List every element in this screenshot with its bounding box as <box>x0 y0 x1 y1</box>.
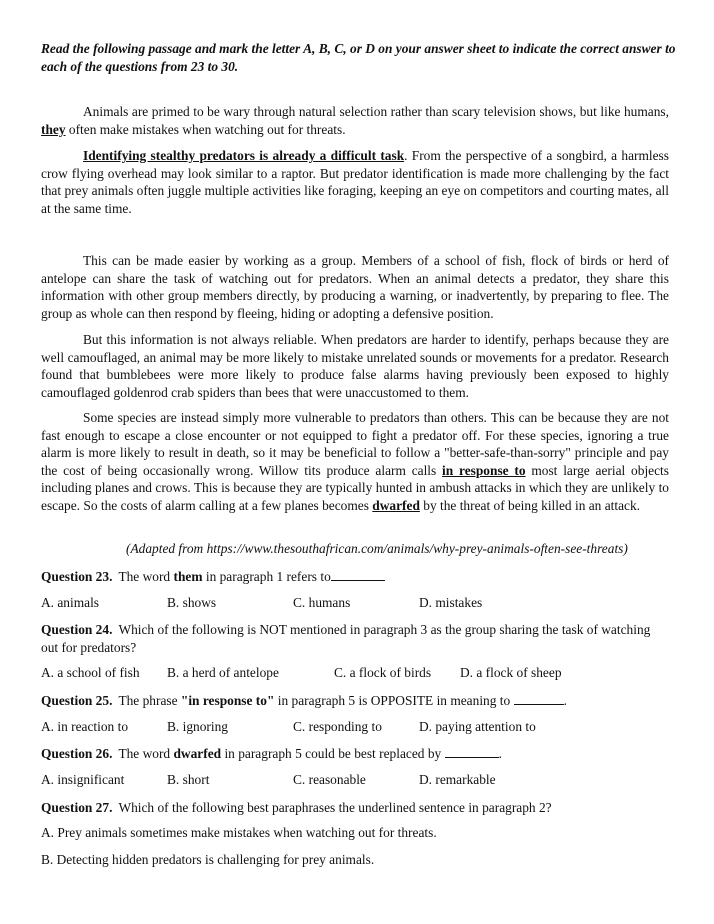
option-b[interactable]: B. shows <box>167 595 217 610</box>
option-c[interactable]: C. a flock of birds <box>334 665 432 680</box>
question-25 <box>41 692 669 710</box>
question-23-options <box>41 595 681 613</box>
p5-text-c: by the threat of being killed in an attack. <box>419 497 641 513</box>
question-text: The word <box>118 746 174 761</box>
paragraph-3: This can be made easier by working as a group. Members of a school of fish, flock of birds or herd of antelope can share the task of watching out for predators. When an animal detects a predator, they share this information with other group members directly, by producing a warning, or inadvertently, by preparing to flee. The group as whole can then respond by fleeing, hiding or adopting a defensive position. <box>41 253 669 321</box>
p2-text: . From the perspective of a songbird, a harmless crow flying overhead may look similar to a raptor. But predator identification is made more challenging by the fact that prey animals often juggle multiple activities like foraging, keeping an eye on competitors and courting mates, all at the same time. <box>41 148 669 216</box>
question-text: Which of the following is NOT mentioned in paragraph 3 as the group sharing the task of watching out for predators? <box>41 622 651 655</box>
option-d[interactable]: D. a flock of sheep <box>460 665 562 680</box>
p1-text-b: often make mistakes when watching out for threats. <box>65 121 346 137</box>
p5-text-a: Some species are instead simply more vulnerable to predators than others. This can be because they are not fast enough to escape a close encounter or not equipped to fight a predator off. For these species, ignoring a true alarm is more likely to result in death, so it may be beneficial to follow a "better-safe-than-sorry" principle and pay the cost of being occasionally wrong. Willow tits produce alarm calls <box>41 410 669 478</box>
question-number: Question 23. <box>41 569 113 584</box>
question-25-options <box>41 719 681 737</box>
question-text: in paragraph 1 refers to <box>202 569 331 584</box>
option-a[interactable]: A. in reaction to <box>41 719 129 734</box>
question-27-option-b-row <box>41 852 681 870</box>
p5-underlined-dwarfed: dwarfed <box>372 497 420 513</box>
question-keyword: dwarfed <box>173 746 222 761</box>
question-text: in paragraph 5 could be best replaced by <box>221 746 445 761</box>
instructions: Read the following passage and mark the letter A, B, C, or D on your answer sheet to indicate the correct answer to each of the questions from 23 to 30. <box>41 41 676 74</box>
source-citation: (Adapted from https://www.thesouthafrican.com/animals/why-prey-animals-often-see-threats) <box>126 541 628 556</box>
question-23 <box>41 568 669 586</box>
option-d[interactable]: D. mistakes <box>419 595 483 610</box>
option-a[interactable]: A. insignificant <box>41 772 125 787</box>
question-text: The word <box>118 569 174 584</box>
option-a[interactable]: A. Prey animals sometimes make mistakes when watching out for threats. <box>41 825 437 840</box>
question-26-options <box>41 772 681 790</box>
question-text: The phrase <box>118 693 181 708</box>
p2-underlined-sentence: Identifying stealthy predators is already a difficult task <box>83 148 405 163</box>
option-d[interactable]: D. paying attention to <box>419 719 536 734</box>
option-c[interactable]: C. responding to <box>293 719 382 734</box>
question-number: Question 25. <box>41 693 113 708</box>
option-a[interactable]: A. a school of fish <box>41 665 140 680</box>
option-c[interactable]: C. humans <box>293 595 351 610</box>
paragraph-1 <box>41 103 669 138</box>
option-b[interactable]: B. ignoring <box>167 719 229 734</box>
question-keyword: "in response to" <box>180 693 275 708</box>
question-number: Question 27. <box>41 800 113 815</box>
question-text: . <box>563 693 567 708</box>
p1-text-a: Animals are primed to be wary through natural selection rather than scary television shows, but like humans, <box>83 104 669 119</box>
paragraph-2 <box>41 147 669 217</box>
question-24 <box>41 621 669 656</box>
p5-text-b: most large aerial objects including planes and crows. This is because they are typically hunted in ambush attacks in which they are unlikely to escape. So the costs of alarm calling at a few planes becomes <box>41 462 669 513</box>
question-text: . <box>498 746 502 761</box>
question-text: in paragraph 5 is OPPOSITE in meaning to <box>274 693 514 708</box>
question-27-option-a-row <box>41 825 681 843</box>
question-number: Question 26. <box>41 746 113 761</box>
question-27 <box>41 799 669 817</box>
answer-blank <box>514 692 564 705</box>
p5-underlined-in-response-to: in response to <box>442 462 526 478</box>
option-a[interactable]: A. animals <box>41 595 100 610</box>
question-text: Which of the following best paraphrases the underlined sentence in paragraph 2? <box>118 800 552 815</box>
option-b[interactable]: B. a herd of antelope <box>167 665 279 680</box>
question-number: Question 24. <box>41 622 113 637</box>
question-keyword: them <box>173 569 203 584</box>
paragraph-4: But this information is not always reliable. When predators are harder to identify, perhaps because they are well camouflaged, an animal may be more likely to mistake unrelated sounds or movements for a predator. Research found that bumblebees were more likely to produce false alarms having previously been exposed to highly camouflaged goldenrod crab spiders than bees that were unaccustomed to them. <box>41 332 669 400</box>
p1-underlined-they: they <box>41 121 66 137</box>
answer-blank <box>331 568 385 581</box>
paragraph-5 <box>41 409 669 515</box>
option-b[interactable]: B. short <box>167 772 210 787</box>
question-26 <box>41 745 669 763</box>
option-b[interactable]: B. Detecting hidden predators is challenging for prey animals. <box>41 852 375 867</box>
option-d[interactable]: D. remarkable <box>419 772 496 787</box>
option-c[interactable]: C. reasonable <box>293 772 366 787</box>
answer-blank <box>445 745 499 758</box>
question-24-options <box>41 665 681 683</box>
